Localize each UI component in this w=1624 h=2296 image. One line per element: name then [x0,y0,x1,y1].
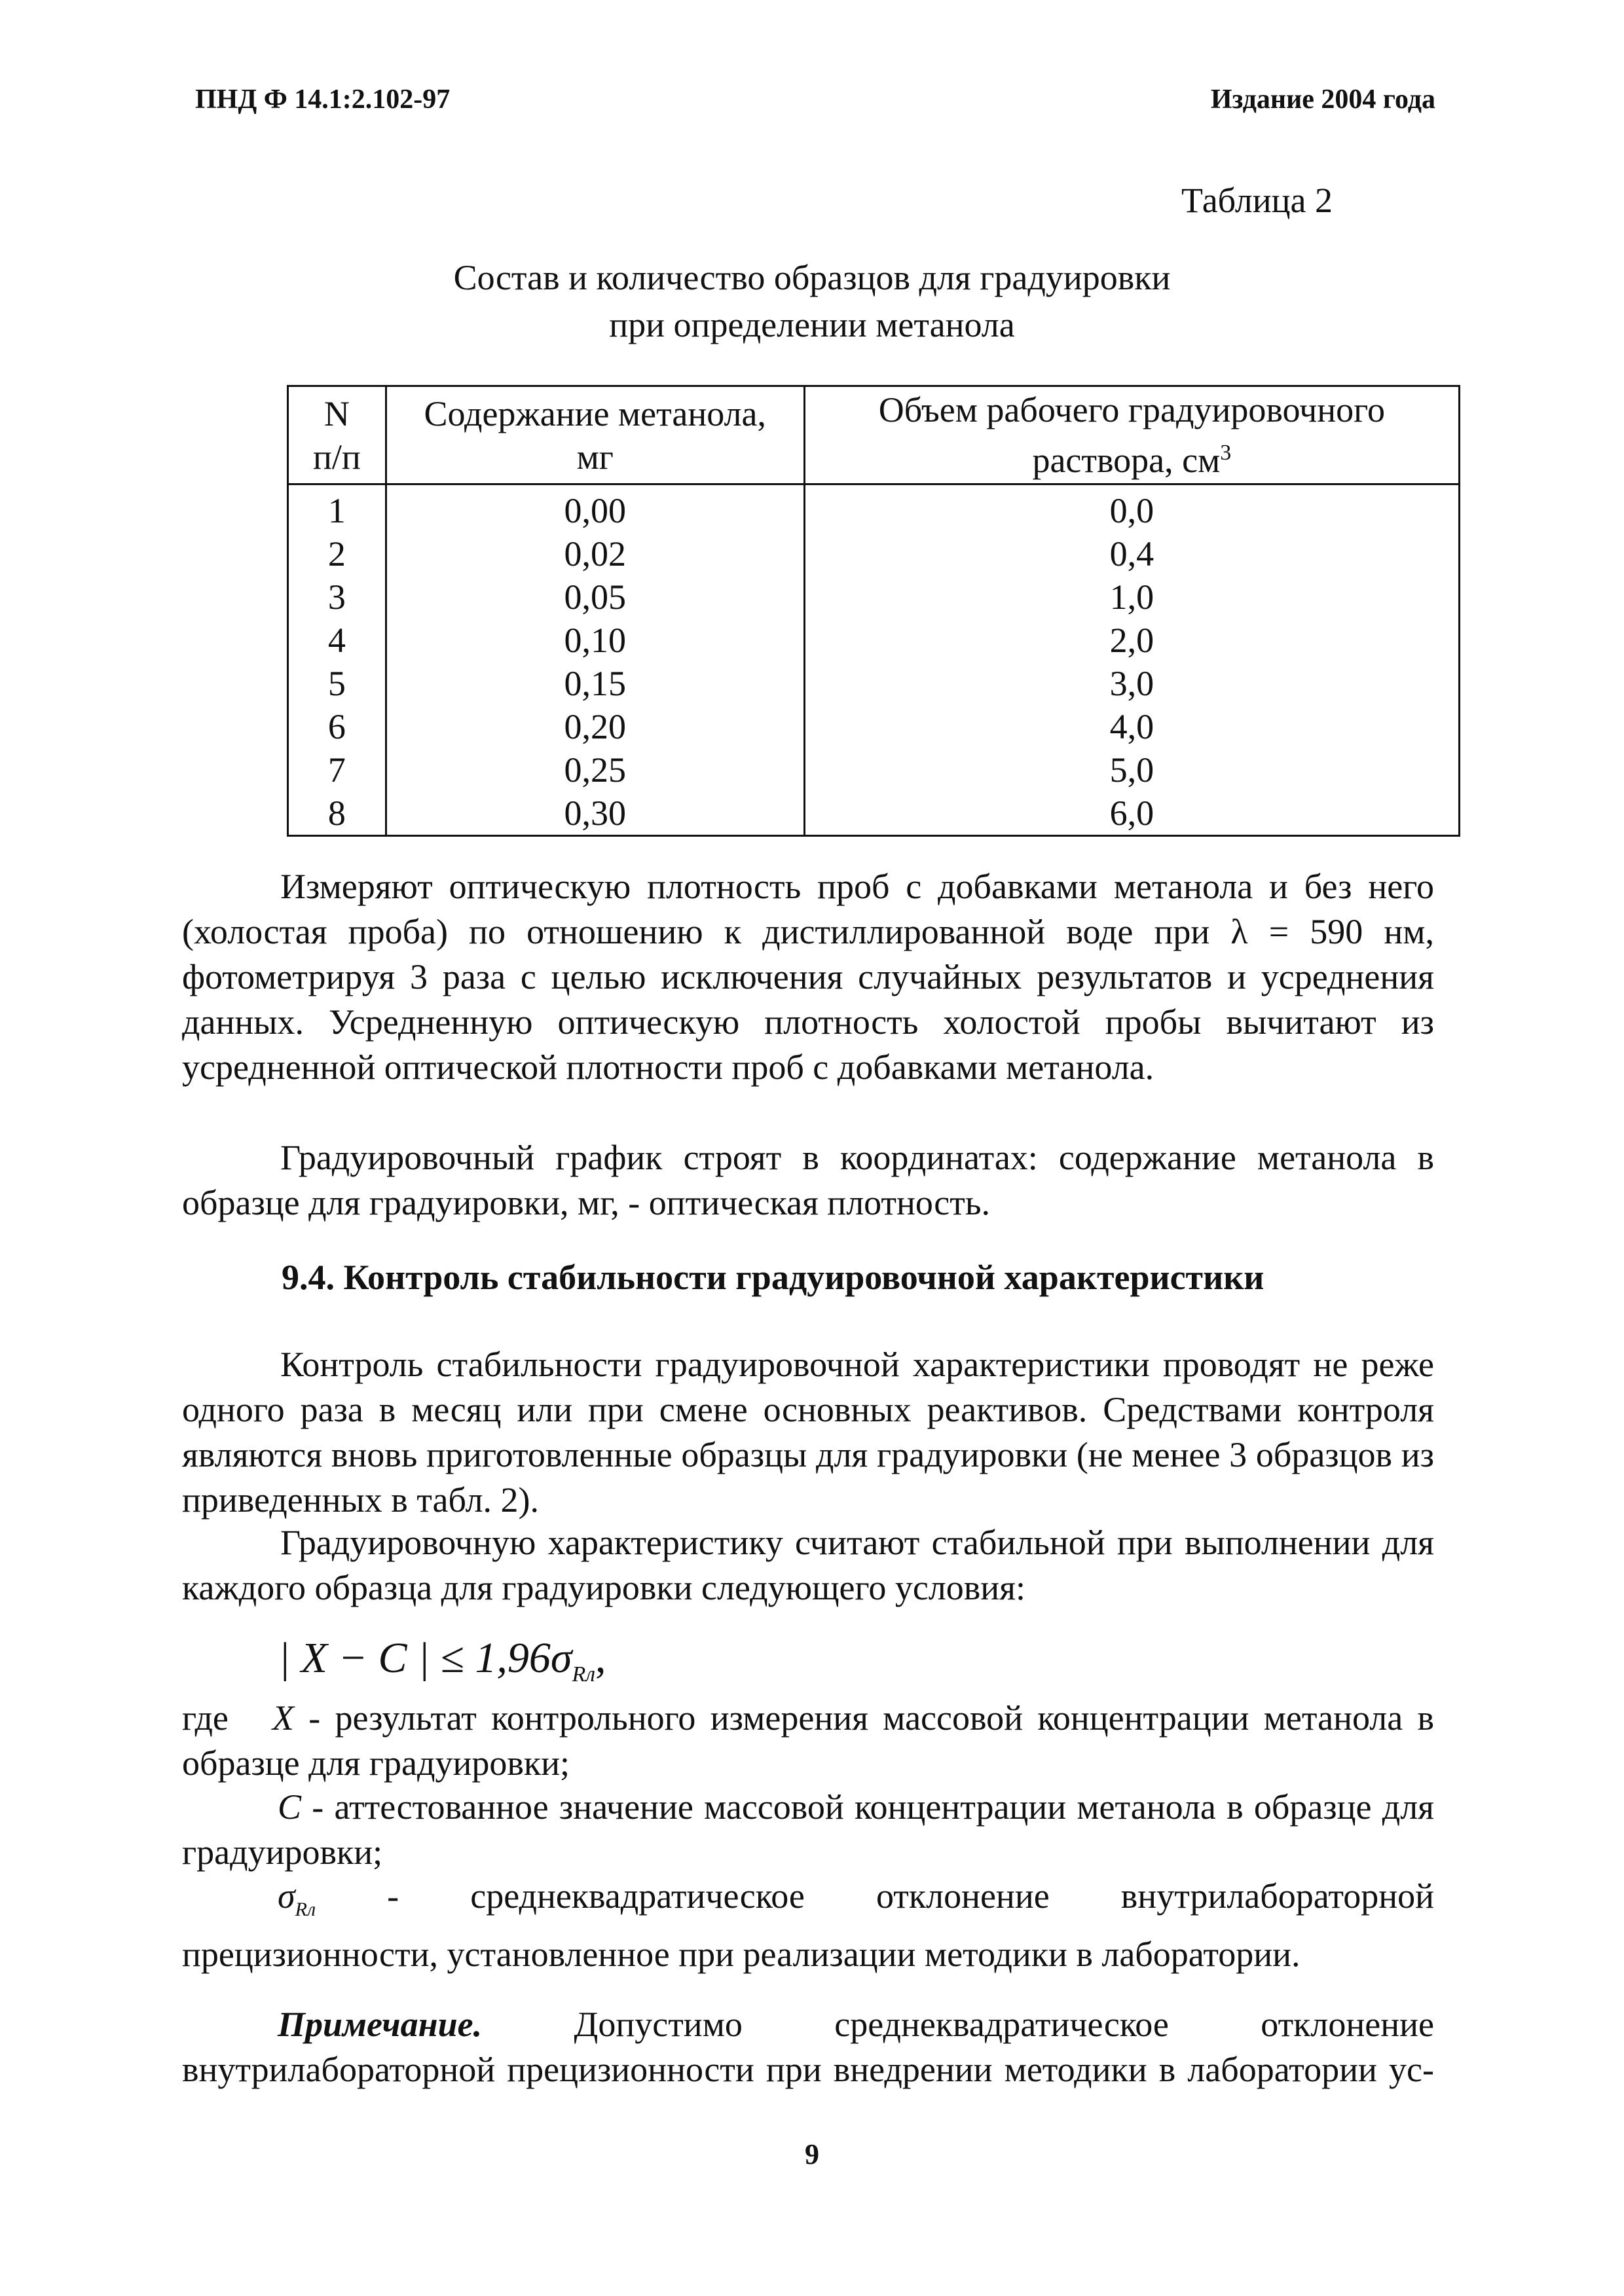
header-number: N п/п [288,386,386,484]
section-heading: 9.4. Контроль стабильности градуировочной характеристики [282,1258,1264,1297]
header-solution-volume: Объем рабочего градуировочного раствора, $см^3$ [804,386,1459,484]
table-row: 7 0,25 5,0 [288,748,1460,792]
document-code: ПНД Ф 14.1:2.102-97 [195,84,451,115]
table-row: 4 0,10 2,0 [288,619,1460,662]
header-methanol-content: Содержание метанола, мг [386,386,804,484]
table-title-line1: Состав и количество образцов для градуировки [453,258,1171,297]
paragraph-stability-condition: Градуировочную характеристику считают стабильной при выполнении для каждого образца для градуировки следующего условия: [182,1523,1434,1607]
definition-c: C - аттестованное значение массовой концентрации метанола в образце для градуировки; [182,1787,1434,1872]
page-number: 9 [805,2138,819,2170]
table-row: 5 0,15 3,0 [288,662,1460,705]
note-paragraph: Примечание. Допустимо среднеквадратическое отклонение внутрилабораторной прецизионности при внедрении методики в лаборатории ус- [182,2005,1434,2089]
table-header-row [288,386,1460,484]
table-row: 6 0,20 4,0 [288,705,1460,748]
table-title [0,254,1624,348]
calibration-table [287,385,1460,837]
table-caption: Таблица 2 [1181,181,1333,220]
table-row: 3 0,05 1,0 [288,575,1460,619]
definition-sigma: $\sigma_{Rл}$ - среднеквадратическое отклонение внутрилабораторной прецизионности, установленное при реализации методики в лаборатории. [182,1876,1434,1974]
paragraph-calibration-graph: Градуировочный график строят в координатах: содержание метанола в образце для градуировки, мг, - оптическая плотность. [182,1138,1434,1222]
table-title-line2: при определении метанола [609,305,1015,344]
table-row: 2 0,02 0,4 [288,532,1460,575]
definition-x: где X - результат контрольного измерения массовой концентрации метанола в образце для градуировки; [182,1698,1435,1783]
table-row: 8 0,30 6,0 [288,792,1460,836]
edition-label: Издание 2004 года [1210,84,1435,115]
stability-formula: | X − C | ≤ $1,96\sigma_{Rл}$, [278,1634,606,1686]
table-row: 1 0,00 0,0 [288,484,1460,533]
paragraph-stability-control: Контроль стабильности градуировочной характеристики проводят не реже одного раза в месяц или при смене основных реактивов. Средствами контроля являются вновь приготовленные образцы для градуировки (не менее 3 образцов из приведенных в табл. 2). [182,1345,1434,1520]
paragraph-measurement: Измеряют оптическую плотность проб с добавками метанола и без него (холостая проба) по отношению к дистиллированной воде при λ = 590 нм, фотометрируя 3 раза с целью исключения случайных результатов и усреднения данных. Усредненную оптическую плотность холостой пробы вычитают из усредненной оптической плотности проб с добавками метанола. [182,867,1434,1087]
